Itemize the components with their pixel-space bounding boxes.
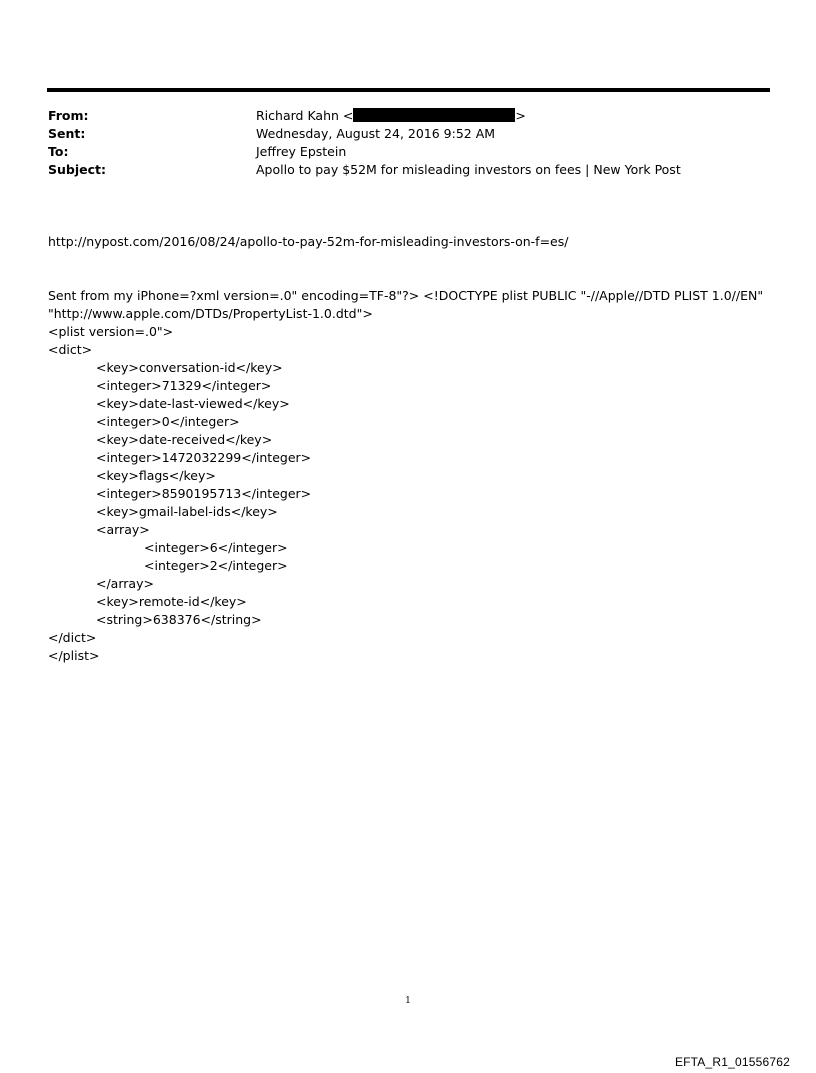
redacted-email-address <box>353 108 515 122</box>
page-number: 1 <box>405 996 411 1006</box>
from-close-bracket: > <box>515 108 526 123</box>
from-row <box>48 107 768 125</box>
sent-row <box>48 125 768 143</box>
message-body <box>48 287 763 665</box>
body-line: <dict> <box>48 342 93 357</box>
document-id: EFTA_R1_01556762 <box>674 1055 790 1069</box>
body-line: <integer>2</integer> <box>144 558 288 573</box>
body-line: </plist> <box>48 648 100 663</box>
body-line: <integer>8590195713</integer> <box>96 486 312 501</box>
body-line: <integer>71329</integer> <box>96 378 272 393</box>
to-label: To: <box>48 144 69 159</box>
body-line: <string>638376</string> <box>96 612 262 627</box>
to-value: Jeffrey Epstein <box>256 144 347 159</box>
from-name: Richard Kahn < <box>256 108 354 123</box>
body-line: <key>flags</key> <box>96 468 216 483</box>
body-line: <integer>0</integer> <box>96 414 240 429</box>
body-line: <key>date-received</key> <box>96 432 273 447</box>
body-line: <plist version=.0"> <box>48 324 174 339</box>
body-line: </array> <box>96 576 154 591</box>
article-link[interactable]: http://nypost.com/2016/08/24/apollo-to-pay-52m-for-misleading-investors-on-f=es/ <box>48 234 569 249</box>
to-row <box>48 143 768 161</box>
header-divider <box>47 88 770 92</box>
body-line: </dict> <box>48 630 97 645</box>
body-line: <key>date-last-viewed</key> <box>96 396 290 411</box>
body-line: Sent from my iPhone=?xml version=.0" encoding=TF-8"?> <!DOCTYPE plist PUBLIC "-//Apple//DTD PLIST 1.0//EN" <box>48 288 764 303</box>
body-line: "http://www.apple.com/DTDs/PropertyList-1.0.dtd"> <box>48 306 373 321</box>
body-line: <key>gmail-label-ids</key> <box>96 504 278 519</box>
body-line: <array> <box>96 522 150 537</box>
sent-label: Sent: <box>48 126 86 141</box>
sent-value: Wednesday, August 24, 2016 9:52 AM <box>256 126 496 141</box>
from-label: From: <box>48 108 89 123</box>
email-header <box>48 107 768 179</box>
body-line: <key>conversation-id</key> <box>96 360 283 375</box>
body-line: <integer>1472032299</integer> <box>96 450 312 465</box>
from-value <box>256 107 526 125</box>
body-line: <key>remote-id</key> <box>96 594 247 609</box>
subject-value: Apollo to pay $52M for misleading investors on fees | New York Post <box>256 162 681 177</box>
body-line: <integer>6</integer> <box>144 540 288 555</box>
subject-label: Subject: <box>48 162 106 177</box>
subject-row <box>48 161 768 179</box>
